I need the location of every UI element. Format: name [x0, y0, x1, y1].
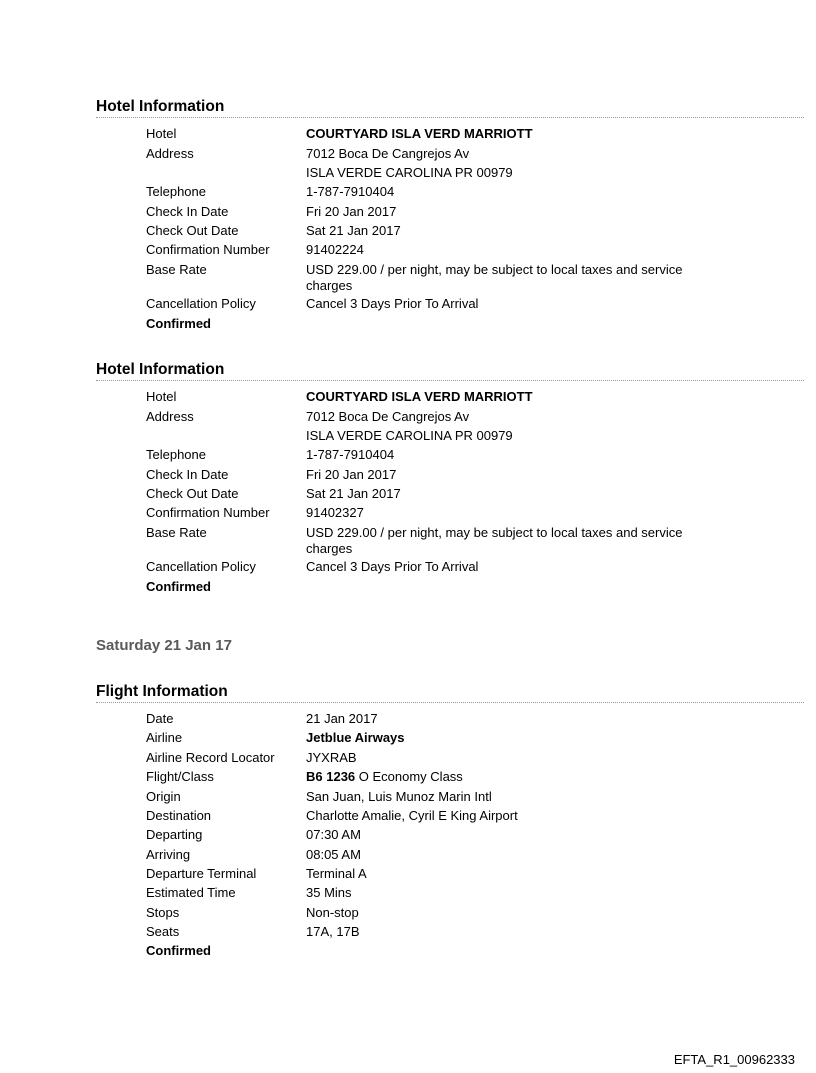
cancellation-label: Cancellation Policy: [146, 559, 256, 574]
origin-value: San Juan, Luis Munoz Marin Intl: [306, 789, 492, 804]
origin-label: Origin: [146, 789, 181, 804]
base-rate-label: Base Rate: [146, 262, 207, 277]
checkout-value: Sat 21 Jan 2017: [306, 223, 401, 238]
base-rate-label: Base Rate: [146, 525, 207, 540]
status-confirmed: Confirmed: [146, 943, 211, 958]
stops-label: Stops: [146, 905, 180, 920]
stops-value: Non-stop: [306, 905, 359, 920]
hotel-label: Hotel: [146, 126, 177, 141]
confirmation-label: Confirmation Number: [146, 505, 270, 520]
address-line1: 7012 Boca De Cangrejos Av: [306, 409, 470, 424]
flight-class-label: Flight/Class: [146, 769, 214, 784]
base-rate-value: USD 229.00 / per night, may be subject to local taxes and service charges: [306, 525, 683, 556]
departing-label: Departing: [146, 827, 203, 842]
day-heading: Saturday 21 Jan 17: [96, 637, 232, 654]
flight-class-value: [306, 769, 706, 785]
destination-value: Charlotte Amalie, Cyril E King Airport: [306, 808, 518, 823]
arriving-value: 08:05 AM: [306, 847, 361, 862]
date-label: Date: [146, 711, 174, 726]
checkin-label: Check In Date: [146, 204, 229, 219]
checkin-label: Check In Date: [146, 467, 229, 482]
hotel-name: COURTYARD ISLA VERD MARRIOTT: [306, 389, 533, 404]
airline-label: Airline: [146, 730, 183, 745]
address-line2: ISLA VERDE CAROLINA PR 00979: [306, 165, 513, 180]
checkin-value: Fri 20 Jan 2017: [306, 204, 397, 219]
flight-number: B6 1236: [306, 769, 356, 784]
arriving-label: Arriving: [146, 847, 191, 862]
address-label: Address: [146, 146, 194, 161]
record-locator-value: JYXRAB: [306, 750, 357, 765]
confirmation-label: Confirmation Number: [146, 242, 270, 257]
status-confirmed: Confirmed: [146, 579, 211, 594]
seats-label: Seats: [146, 924, 180, 939]
estimated-time-value: 35 Mins: [306, 885, 352, 900]
cancellation-value: Cancel 3 Days Prior To Arrival: [306, 296, 479, 311]
flight-section-heading: Flight Information: [96, 683, 804, 703]
checkout-label: Check Out Date: [146, 223, 239, 238]
telephone-label: Telephone: [146, 184, 206, 199]
confirmation-value: 91402224: [306, 242, 364, 257]
cancellation-label: Cancellation Policy: [146, 296, 256, 311]
estimated-time-label: Estimated Time: [146, 885, 236, 900]
seats-value: 17A, 17B: [306, 924, 360, 939]
hotel-section-heading: Hotel Information: [96, 98, 804, 118]
departing-value: 07:30 AM: [306, 827, 361, 842]
address-line1: 7012 Boca De Cangrejos Av: [306, 146, 470, 161]
document-id: EFTA_R1_00962333: [673, 1052, 795, 1067]
telephone-value: 1-787-7910404: [306, 447, 395, 462]
status-confirmed: Confirmed: [146, 316, 211, 331]
destination-label: Destination: [146, 808, 212, 823]
telephone-label: Telephone: [146, 447, 206, 462]
checkout-label: Check Out Date: [146, 486, 239, 501]
airline-value: Jetblue Airways: [306, 730, 405, 745]
address-label: Address: [146, 409, 194, 424]
telephone-value: 1-787-7910404: [306, 184, 395, 199]
base-rate-value: USD 229.00 / per night, may be subject to local taxes and service charges: [306, 262, 683, 293]
checkout-value: Sat 21 Jan 2017: [306, 486, 401, 501]
departure-terminal-label: Departure Terminal: [146, 866, 257, 881]
date-value: 21 Jan 2017: [306, 711, 378, 726]
class-text: O Economy Class: [355, 769, 463, 784]
confirmation-value: 91402327: [306, 505, 364, 520]
hotel-label: Hotel: [146, 389, 177, 404]
checkin-value: Fri 20 Jan 2017: [306, 467, 397, 482]
hotel-section-heading: Hotel Information: [96, 361, 804, 381]
hotel-name: COURTYARD ISLA VERD MARRIOTT: [306, 126, 533, 141]
cancellation-value: Cancel 3 Days Prior To Arrival: [306, 559, 479, 574]
address-line2: ISLA VERDE CAROLINA PR 00979: [306, 428, 513, 443]
departure-terminal-value: Terminal A: [306, 866, 367, 881]
record-locator-label: Airline Record Locator: [146, 750, 275, 765]
